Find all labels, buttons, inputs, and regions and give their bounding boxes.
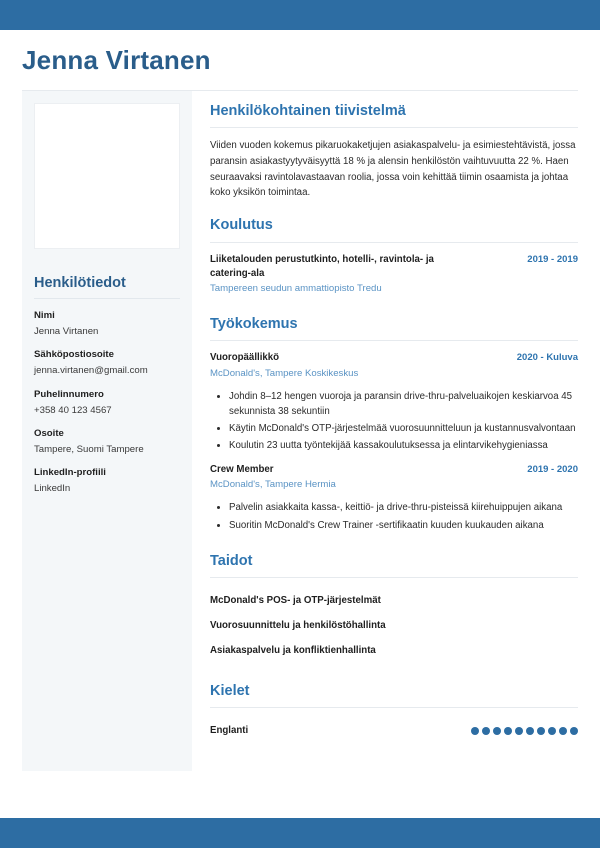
entry-date-range: 2019 - 2019 [527,253,578,265]
section-heading-languages: Kielet [210,682,250,699]
section-heading-summary: Henkilökohtainen tiivistelmä [210,102,406,119]
rating-dot [504,727,512,735]
entry-bullet: • Koulutin 23 uutta työntekijää kassakoulutuksessa ja elintarvikehygieniassa [229,438,578,453]
rating-dot [559,727,567,735]
resume-entry [210,463,578,533]
resume-entry [210,253,578,297]
rating-dot [537,727,545,735]
entry-date-range: 2019 - 2020 [527,464,578,476]
entry-bullet: • Palvelin asiakkaita kassa-, keittiö- ja drive-thru-pisteissä kiirehuippujen aikana [229,500,578,515]
entry-date-range: 2020 - Kuluva [516,352,578,364]
entry-organization: McDonald's, Tampere Hermia [210,479,336,491]
entry-organization: McDonald's, Tampere Koskikeskus [210,367,359,379]
education-entry-list [210,253,578,297]
personal-detail-label: Nimi [34,309,55,321]
entry-bullet: • Suoritin McDonald's Crew Trainer -sertifikaatin kuuden kuukauden aikana [229,518,578,533]
personal-detail-field [34,310,180,338]
section-heading-skills: Taidot [210,552,253,569]
rating-dot [471,727,479,735]
rating-dot [482,727,490,735]
name-header [22,30,578,91]
skill-item: McDonald's POS- ja OTP-järjestelmät [210,594,381,606]
skill-item: Asiakaspalvelu ja konfliktienhallinta [210,644,376,656]
body-columns [22,91,578,771]
section-summary [210,103,578,201]
entry-header [210,351,578,365]
entry-header [210,463,578,477]
sidebar-heading-personal-details: Henkilötiedot [34,274,126,291]
entry-bullet-list [210,500,578,532]
entry-title: Vuoropäällikkö [210,352,280,364]
language-rating-dots [471,727,578,735]
personal-detail-label: Puhelinnumero [34,388,104,400]
section-divider-languages [210,707,578,708]
rating-dot [548,727,556,735]
entry-bullet: • Käytin McDonald's OTP-järjestelmää vuorosuunnitteluun ja kustannusvalvontaan [229,421,578,436]
personal-detail-field [34,349,180,377]
section-divider-skills [210,577,578,578]
personal-details-list [34,310,180,496]
rating-dot [570,727,578,735]
personal-detail-value: jenna.virtanen@gmail.com [34,365,148,377]
entry-bullet: • Johdin 8–12 hengen vuoroja ja paransin drive-thru-palveluaikojen keskiarvoa 45 sekunnista 38 sekuntiin [229,389,578,419]
section-heading-education: Koulutus [210,217,273,234]
section-languages [210,683,578,743]
personal-detail-field [34,428,180,456]
resume-content [0,30,600,818]
resume-entry [210,351,578,453]
rating-dot [493,727,501,735]
skill-item: Vuorosuunnittelu ja henkilöstöhallinta [210,619,386,631]
personal-detail-label: Sähköpostiosoite [34,349,114,361]
entry-title: Liiketalouden perustutkinto, hotelli-, ravintola- ja catering-ala [210,253,434,279]
language-list [210,718,578,743]
bottom-accent-bar [0,818,600,848]
sidebar-heading-divider [34,298,180,299]
profile-photo-placeholder [34,103,180,249]
personal-detail-label: LinkedIn-profiili [34,467,106,479]
section-divider-education [210,242,578,243]
entry-header [210,253,578,281]
section-experience [210,316,578,532]
rating-dot [526,727,534,735]
main-column [192,91,578,747]
personal-detail-field [34,467,180,495]
personal-detail-value: Jenna Virtanen [34,325,99,337]
page-title: Jenna Virtanen [22,45,211,75]
skill-list [210,588,578,663]
entry-title: Crew Member [210,464,274,476]
personal-detail-value: Tampere, Suomi Tampere [34,443,144,455]
language-item [210,718,578,743]
entry-bullet-list [210,389,578,453]
rating-dot [515,727,523,735]
section-divider-summary [210,127,578,128]
personal-detail-field [34,389,180,417]
summary-text: Viiden vuoden kokemus pikaruokaketjujen asiakaspalvelu- ja esimiestehtävistä, jossa paransin asiakastyytyväisyyttä 18 % ja alensin henkilöstön vaihtuvuutta 22 %. Haen seuraavaksi ravintolavastaavan roolia, jossa voin kehittää tiimin osaamista ja johtaa koko yksikön toimintaa. [210,140,576,199]
section-skills [210,553,578,663]
personal-detail-value: LinkedIn [34,483,71,495]
top-accent-bar [0,0,600,30]
sidebar [22,91,192,771]
personal-detail-label: Osoite [34,427,64,439]
language-name: Englanti [210,725,249,737]
experience-entry-list [210,351,578,532]
personal-detail-value: +358 40 123 4567 [34,404,112,416]
entry-organization: Tampereen seudun ammattiopisto Tredu [210,282,382,294]
section-heading-experience: Työkokemus [210,316,298,333]
section-education [210,217,578,296]
section-divider-experience [210,340,578,341]
